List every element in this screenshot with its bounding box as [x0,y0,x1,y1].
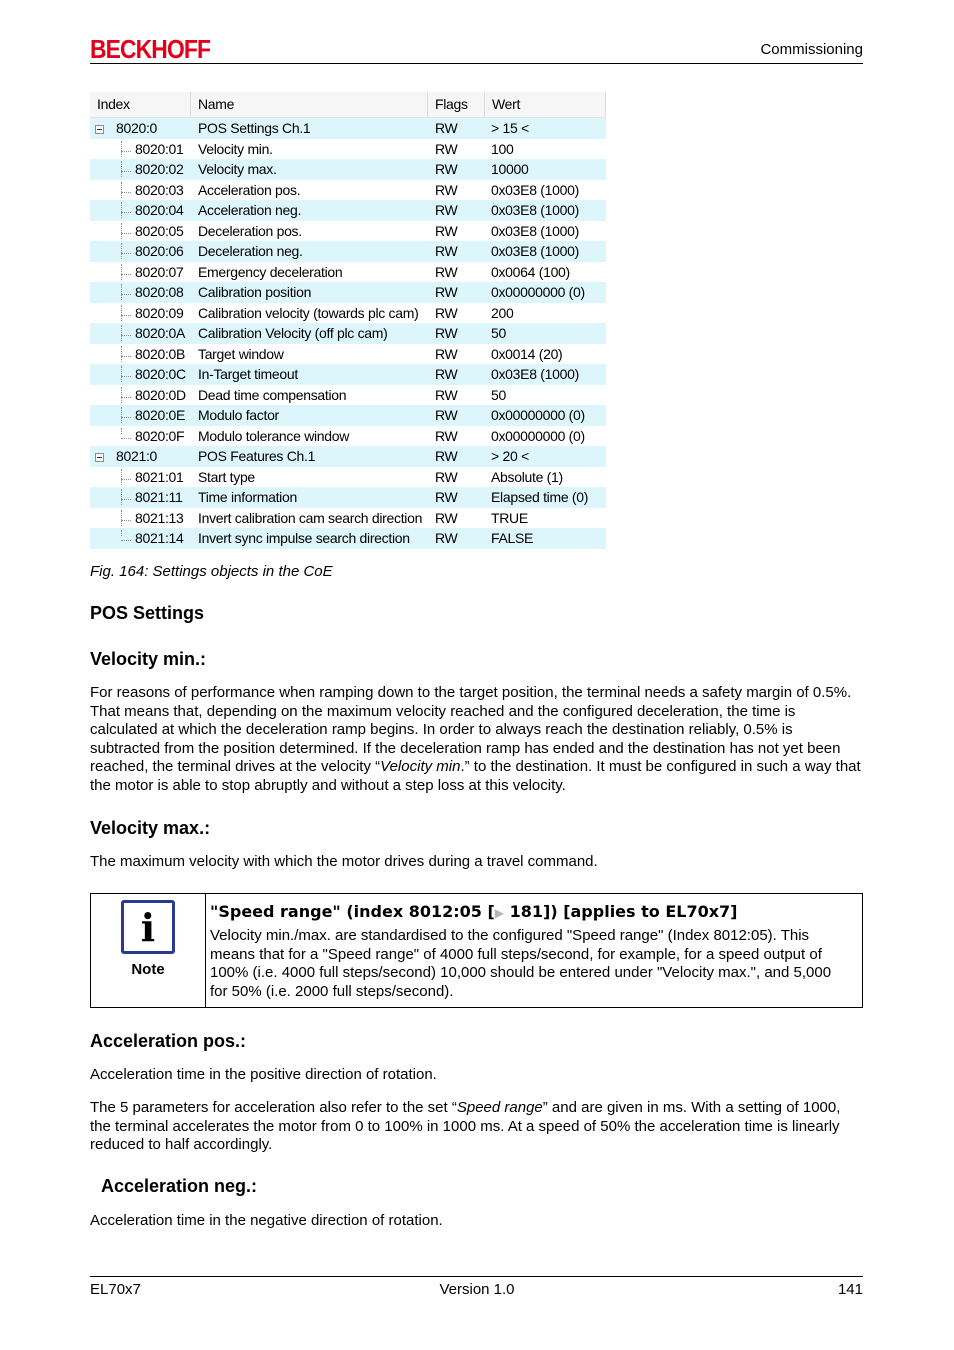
footer-version: Version 1.0 [439,1281,515,1298]
tree-line [121,407,122,423]
row-index: 8021:01 [135,468,184,485]
note-text: Velocity min./max. are standardised to the configured "Speed range" (Index 8012:05). This means that for a "Speed range" of 4000 full steps/second, for example, for a speed output of 100% (i.e. 4000 full steps/second) 10,000 should be entered under "Velocity max.", and 5,000 for 50% (i.e. 2000 full steps/second). [210,927,832,1000]
row-name: POS Settings Ch.1 [198,120,311,137]
row-flags: RW [435,181,458,198]
velocity-min-italic: Velocity min [380,758,461,775]
note-title [210,902,852,921]
acceleration-pos-paragraph-1: Acceleration time in the positive direction of rotation. [90,1066,437,1083]
note-label: Note [131,961,165,978]
row-flags: RW [435,284,458,301]
row-flags: RW [435,202,458,219]
row-value: 0x03E8 (1000) [491,202,579,219]
row-index: 8020:04 [135,202,184,219]
acceleration-pos-text-1: The 5 parameters for acceleration also refer to the set “ [90,1099,457,1116]
row-name: Invert sync impulse search direction [198,530,410,547]
row-index: 8021:0 [116,448,158,465]
tree-branch [121,151,131,152]
note-title-text-1: "Speed range" (index 8012:05 [ [210,902,495,921]
pos-settings-heading: POS Settings [90,603,205,623]
row-flags: RW [435,345,458,362]
row-name: In-Target timeout [198,366,298,383]
row-name: Modulo factor [198,407,279,424]
beckhoff-logo: BECKHOFF [90,34,211,64]
acceleration-pos-text-2: ” and are given in ms. With a setting of 1000, the terminal accelerates the motor from 0 to 100% in 1000 ms. At a speed of 50% the acceleration time is linearly reduced to half accordingly. [90,1099,841,1153]
row-index: 8021:11 [135,489,183,506]
table-row[interactable] [90,344,606,365]
row-name: Calibration position [198,284,312,301]
tree-branch [121,171,131,172]
figure-caption: Fig. 164: Settings objects in the CoE [90,563,333,580]
table-row[interactable] [90,323,606,344]
coe-settings-table [90,92,606,549]
row-name: Acceleration neg. [198,202,302,219]
tree-branch [121,540,131,541]
row-name: Time information [198,489,297,506]
row-flags: RW [435,468,458,485]
tree-branch [121,438,131,439]
link-arrow-icon[interactable]: ▶ [494,906,505,920]
row-value: 10000 [491,161,529,178]
note-icon-cell [91,894,206,1007]
row-flags: RW [435,427,458,444]
tree-line [121,346,122,362]
tree-line [121,243,122,259]
info-icon: i [121,900,175,954]
tree-line [121,469,122,485]
row-index: 8020:0 [116,120,158,137]
table-row[interactable] [90,200,606,221]
tree-branch [121,397,131,398]
row-index: 8020:07 [135,263,184,280]
tree-line [121,366,122,382]
row-index-cell [90,489,191,505]
row-flags: RW [435,140,458,157]
row-value: Elapsed time (0) [491,489,589,506]
tree-branch [121,499,131,500]
row-index-cell [90,305,191,321]
table-row[interactable] [90,364,606,385]
row-flags: RW [435,120,458,137]
header-section-title: Commissioning [760,41,863,58]
row-index-cell [90,387,191,403]
row-index-cell [90,346,191,362]
collapse-toggle-icon[interactable] [95,453,104,462]
tree-line [121,489,122,505]
row-name: Emergency deceleration [198,263,343,280]
table-row[interactable] [90,487,606,508]
acceleration-pos-heading: Acceleration pos.: [90,1031,247,1051]
row-flags: RW [435,263,458,280]
row-flags: RW [435,161,458,178]
table-header [90,92,606,118]
tree-branch [121,356,131,357]
tree-branch [121,315,131,316]
row-index: 8020:0E [135,407,186,424]
row-flags: RW [435,509,458,526]
row-value: 0x00000000 (0) [491,427,585,444]
tree-branch [121,479,131,480]
row-value: Absolute (1) [491,468,563,485]
row-value: 50 [491,386,506,403]
tree-branch [121,376,131,377]
row-index-cell [90,366,191,382]
row-index-cell [90,264,191,280]
row-index: 8021:13 [135,509,184,526]
table-row[interactable] [90,528,606,549]
tree-branch [121,253,131,254]
row-index-cell [90,407,191,423]
row-index-cell [90,202,191,218]
row-value: 0x03E8 (1000) [491,222,579,239]
row-value: 0x03E8 (1000) [491,243,579,260]
tree-branch [121,192,131,193]
velocity-min-heading: Velocity min.: [90,649,207,669]
row-name: Target window [198,345,284,362]
collapse-toggle-icon[interactable] [95,125,104,134]
row-flags: RW [435,325,458,342]
velocity-min-paragraph [90,684,864,795]
row-flags: RW [435,448,458,465]
tree-line [121,387,122,403]
tree-line [121,141,122,157]
velocity-max-heading: Velocity max.: [90,818,211,838]
table-row[interactable] [90,282,606,303]
tree-line [121,325,122,341]
tree-branch [121,335,131,336]
tree-line [121,428,122,434]
tree-line [121,530,122,536]
table-row[interactable] [90,241,606,262]
tree-line [121,182,122,198]
tree-line [121,264,122,280]
row-name: Invert calibration cam search direction [198,509,423,526]
velocity-min-text-2: .” to the destination. It must be configured in such a way that the motor is able to stop abruptly and without a step loss at this velocity. [90,758,861,794]
row-index: 8020:08 [135,284,184,301]
row-value: 0x03E8 (1000) [491,366,579,383]
acceleration-pos-italic: Speed range [456,1099,543,1116]
row-value: 200 [491,304,514,321]
table-row[interactable] [90,405,606,426]
tree-line [121,202,122,218]
row-index-cell [90,120,191,136]
row-name: Deceleration pos. [198,222,302,239]
velocity-max-paragraph: The maximum velocity with which the motor drives during a travel command. [90,853,598,870]
row-index-cell [90,448,191,464]
row-name: Velocity min. [198,140,273,157]
row-index-cell [90,223,191,239]
row-flags: RW [435,222,458,239]
table-row[interactable] [90,118,606,139]
table-row[interactable] [90,221,606,242]
row-flags: RW [435,304,458,321]
tree-line [121,510,122,526]
row-flags: RW [435,407,458,424]
row-index: 8020:01 [135,140,184,157]
table-row[interactable] [90,426,606,447]
tree-line [121,305,122,321]
row-index: 8020:0F [135,427,185,444]
row-name: Velocity max. [198,161,277,178]
tree-branch [121,520,131,521]
table-row[interactable] [90,303,606,324]
row-value: TRUE [491,509,528,526]
column-header-value[interactable]: Wert [485,92,606,117]
row-name: Acceleration pos. [198,181,301,198]
acceleration-neg-paragraph: Acceleration time in the negative direction of rotation. [90,1212,443,1229]
row-index: 8020:0C [135,366,186,383]
row-name: Calibration velocity (towards plc cam) [198,304,419,321]
column-header-index[interactable]: Index [90,92,191,117]
row-index-cell [90,284,191,300]
header-divider [90,63,863,64]
row-index: 8020:0B [135,345,186,362]
row-index-cell [90,182,191,198]
row-index: 8020:02 [135,161,184,178]
table-row[interactable] [90,139,606,160]
row-value: 0x0014 (20) [491,345,563,362]
row-name: Calibration Velocity (off plc cam) [198,325,388,342]
row-name: Dead time compensation [198,386,347,403]
tree-line [121,223,122,239]
row-index: 8020:09 [135,304,184,321]
row-flags: RW [435,530,458,547]
note-title-text-2: 181]) [applies to EL70x7] [504,902,738,921]
row-name: Modulo tolerance window [198,427,350,444]
velocity-min-text-1: For reasons of performance when ramping down to the target position, the terminal needs a safety margin of 0.5%. That means that, depending on the maximum velocity reached and the configured deceleration, the time is calculated at which the deceleration ramp begins. In order to always reach the destination reliably, 0.5% is subtracted from the position determined. If the deceleration ramp has ended and the destination has not yet been reached, the terminal drives at the velocity “ [90,684,852,775]
row-index-cell [90,530,191,546]
row-name: POS Features Ch.1 [198,448,316,465]
row-index: 8021:14 [135,530,184,547]
note-content [206,894,862,1007]
row-name: Deceleration neg. [198,243,303,260]
acceleration-pos-paragraph-2 [90,1099,864,1155]
column-header-flags[interactable]: Flags [428,92,485,117]
footer-divider [90,1276,863,1277]
table-row[interactable] [90,508,606,529]
tree-branch [121,233,131,234]
row-index-cell [90,161,191,177]
row-value: > 20 < [491,448,529,465]
row-flags: RW [435,489,458,506]
tree-branch [121,294,131,295]
row-index-cell [90,243,191,259]
row-index-cell [90,469,191,485]
row-index: 8020:0D [135,386,186,403]
row-value: 0x00000000 (0) [491,284,585,301]
row-index: 8020:05 [135,222,184,239]
table-row[interactable] [90,385,606,406]
acceleration-neg-heading: Acceleration neg.: [101,1176,258,1196]
row-index: 8020:0A [135,325,186,342]
table-body [90,118,606,549]
row-value: FALSE [491,530,534,547]
row-value: 0x00000000 (0) [491,407,585,424]
row-index: 8020:03 [135,181,184,198]
row-index: 8020:06 [135,243,184,260]
footer-product: EL70x7 [90,1281,141,1298]
row-index-cell [90,510,191,526]
note-box [90,893,863,1008]
tree-branch [121,212,131,213]
table-row[interactable] [90,159,606,180]
table-row[interactable] [90,180,606,201]
tree-branch [121,274,131,275]
tree-line [121,161,122,177]
footer-page-number: 141 [837,1281,863,1298]
row-index-cell [90,428,191,444]
row-flags: RW [435,366,458,383]
tree-line [121,284,122,300]
row-name: Start type [198,468,255,485]
row-value: 0x0064 (100) [491,263,570,280]
column-header-name[interactable]: Name [191,92,428,117]
tree-branch [121,417,131,418]
table-row[interactable] [90,467,606,488]
table-row[interactable] [90,446,606,467]
row-index-cell [90,325,191,341]
row-value: > 15 < [491,120,529,137]
row-index-cell [90,141,191,157]
row-flags: RW [435,243,458,260]
row-value: 0x03E8 (1000) [491,181,579,198]
row-value: 50 [491,325,506,342]
row-value: 100 [491,140,514,157]
row-flags: RW [435,386,458,403]
table-row[interactable] [90,262,606,283]
